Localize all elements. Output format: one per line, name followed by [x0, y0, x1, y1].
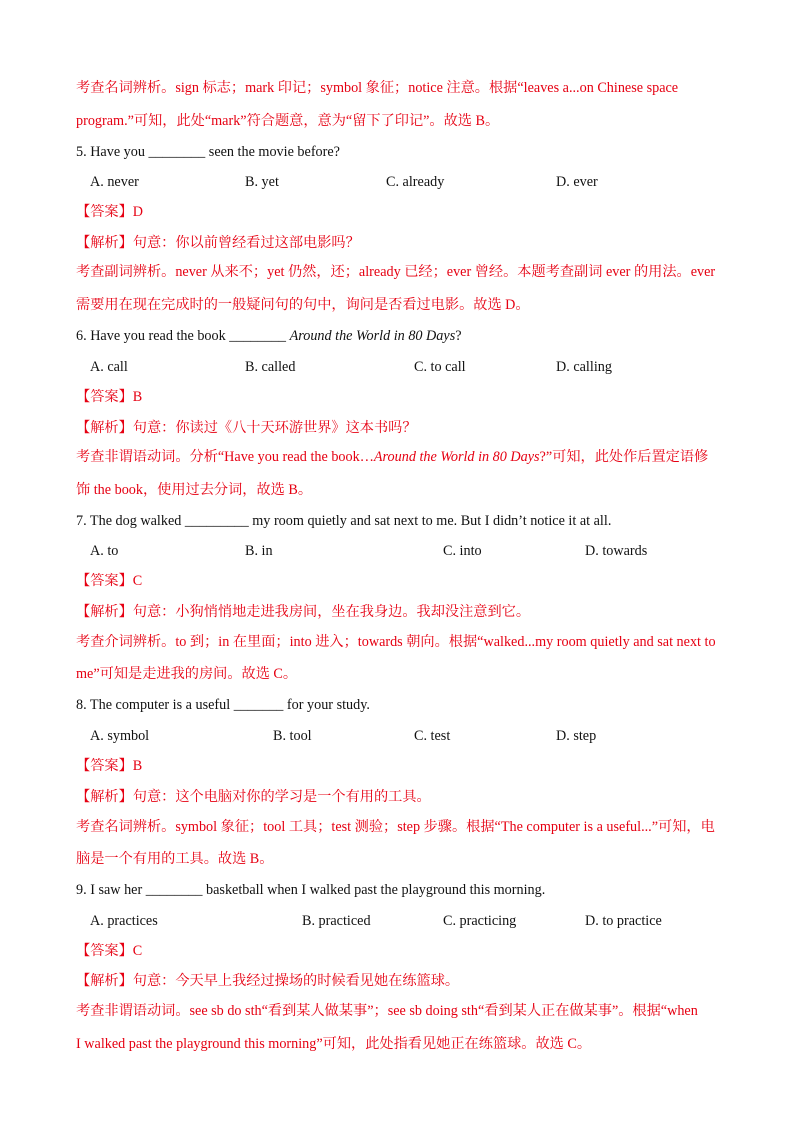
q6-answer: 【答案】B	[76, 389, 143, 405]
q7-analysis: 【解析】句意：小狗悄悄地走进我房间，坐在我身边。我却没注意到它。	[76, 604, 531, 620]
q6-explain-text: 考查非谓语动词。分析“Have you read the book…	[76, 449, 374, 465]
q6-option-d: D. calling	[556, 359, 612, 375]
q5-option-d: D. ever	[556, 174, 598, 190]
q7-explanation-line-2: me”可知是走进我的房间。故选 C。	[76, 666, 298, 682]
q5-option-b: B. yet	[245, 174, 279, 190]
q6-book-title: Around the World in 80 Days	[289, 328, 456, 344]
q7-option-b: B. in	[245, 543, 273, 559]
q6-explain-title: Around the World in 80 Days	[373, 449, 540, 465]
q9-analysis: 【解析】句意：今天早上我经过操场的时候看见她在练篮球。	[76, 973, 460, 989]
q6-option-b: B. called	[245, 359, 296, 375]
q6-stem-text: 6. Have you read the book ________	[76, 328, 290, 344]
q6-option-c: C. to call	[414, 359, 466, 375]
q8-answer: 【答案】B	[76, 758, 143, 774]
q9-explanation-line-2: I walked past the playground this morning”可知，此处指看见她正在练篮球。故选 C。	[76, 1036, 592, 1052]
q8-option-a: A. symbol	[90, 728, 150, 744]
q6-explanation-line-2: 饰 the book，使用过去分词，故选 B。	[76, 482, 313, 498]
q9-option-d: D. to practice	[585, 913, 662, 929]
q5-option-c: C. already	[386, 174, 445, 190]
q8-option-d: D. step	[556, 728, 597, 744]
q6-explain-end: ?”可知，此处作后置定语修	[539, 449, 709, 465]
q9-explanation-line-1: 考查非谓语动词。see sb do sth“看到某人做某事”；see sb doing sth“看到某人正在做某事”。根据“when	[76, 1003, 698, 1019]
q6-stem-end: ?	[455, 328, 462, 344]
q5-explanation-line-1: 考查副词辨析。never 从来不；yet 仍然，还；already 已经；ever 曾经。本题考查副词 ever 的用法。ever	[76, 264, 716, 280]
q4-explanation-line-2: program.”可知，此处“mark”符合题意，意为“留下了印记”。故选 B。	[76, 113, 500, 129]
question-5-stem: 5. Have you ________ seen the movie before?	[76, 144, 340, 160]
q7-option-d: D. towards	[585, 543, 648, 559]
q8-option-c: C. test	[414, 728, 451, 744]
question-8-stem: 8. The computer is a useful _______ for your study.	[76, 697, 370, 713]
q4-explanation-line-1: 考查名词辨析。sign 标志；mark 印记；symbol 象征；notice 注意。根据“leaves a...on Chinese space	[76, 80, 679, 96]
q5-answer: 【答案】D	[76, 204, 143, 220]
q8-option-b: B. tool	[273, 728, 312, 744]
q6-option-a: A. call	[90, 359, 128, 375]
q8-explanation-line-2: 脑是一个有用的工具。故选 B。	[76, 851, 274, 867]
q7-option-a: A. to	[90, 543, 119, 559]
q9-answer: 【答案】C	[76, 943, 143, 959]
question-6-stem	[76, 326, 726, 346]
q8-analysis: 【解析】句意：这个电脑对你的学习是一个有用的工具。	[76, 789, 431, 805]
q9-option-c: C. practicing	[443, 913, 517, 929]
q9-option-b: B. practiced	[302, 913, 371, 929]
q5-option-a: A. never	[90, 174, 139, 190]
q7-answer: 【答案】C	[76, 573, 143, 589]
q5-explanation-line-2: 需要用在现在完成时的一般疑问句的句中，询问是否看过电影。故选 D。	[76, 297, 530, 313]
q8-explanation-line-1: 考查名词辨析。symbol 象征；tool 工具；test 测验；step 步骤。根据“The computer is a useful...”可知，电	[76, 819, 715, 835]
q6-analysis: 【解析】句意：你读过《八十天环游世界》这本书吗？	[76, 420, 417, 436]
q7-explanation-line-1: 考查介词辨析。to 到；in 在里面；into 进入；towards 朝向。根据“walked...my room quietly and sat next to	[76, 634, 716, 650]
question-9-stem: 9. I saw her ________ basketball when I walked past the playground this morning.	[76, 882, 546, 898]
q7-option-c: C. into	[443, 543, 482, 559]
question-7-stem: 7. The dog walked _________ my room quietly and sat next to me. But I didn’t notice it at all.	[76, 513, 612, 529]
q5-analysis: 【解析】句意：你以前曾经看过这部电影吗？	[76, 235, 360, 251]
q6-explanation-line-1	[76, 447, 726, 467]
q9-option-a: A. practices	[90, 913, 158, 929]
